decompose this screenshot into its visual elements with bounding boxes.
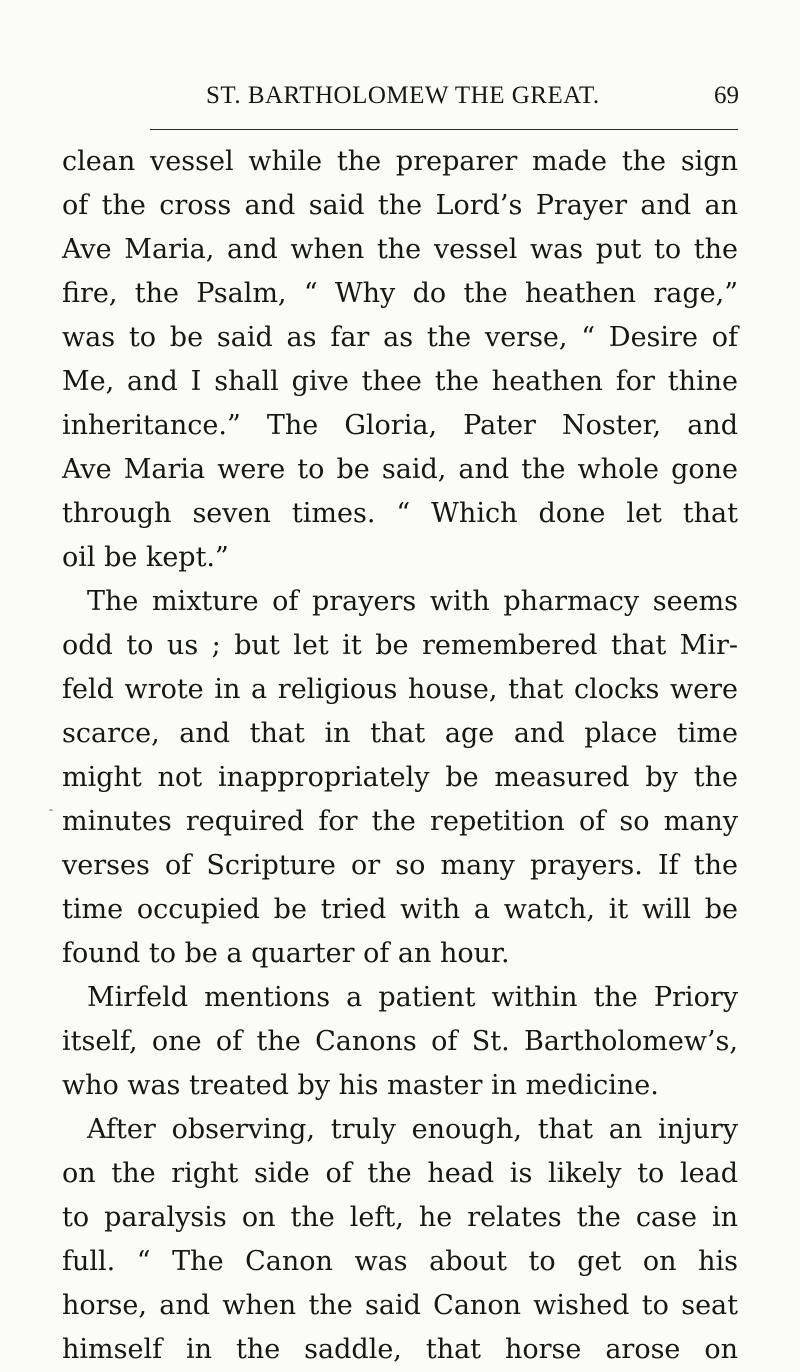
text-line-15: might not inappropriately be measured by the <box>62 762 738 793</box>
text-line-27: horse, and when the said Canon wished to seat <box>62 1290 738 1321</box>
text-line-17: verses of Scripture or so many prayers. If the <box>62 850 738 881</box>
text-line-28: himself in the saddle, that horse arose on <box>62 1334 738 1365</box>
text-line-4: fire, the Psalm, “ Why do the heathen rage,” <box>62 278 738 309</box>
text-line-14: scarce, and that in that age and place time <box>62 718 738 749</box>
text-line-5: was to be said as far as the verse, “ Desire of <box>62 322 738 353</box>
text-line-25: to paralysis on the left, he relates the case in <box>62 1202 738 1233</box>
text-line-16: minutes required for the repetition of so many <box>62 806 738 837</box>
text-line-24: on the right side of the head is likely to lead <box>62 1158 738 1189</box>
text-line-12: odd to us ; but let it be remembered that Mir- <box>62 630 738 661</box>
text-line-21: itself, one of the Canons of St. Bartholomew’s, <box>62 1026 738 1057</box>
text-line-3: Ave Maria, and when the vessel was put to the <box>62 234 738 265</box>
margin-mark: - <box>49 802 53 816</box>
text-line-19: found to be a quarter of an hour. <box>62 938 510 969</box>
text-line-9: through seven times. “ Which done let that <box>62 498 738 529</box>
page-number: 69 <box>714 82 739 109</box>
text-line-8: Ave Maria were to be said, and the whole gone <box>62 454 738 485</box>
text-line-6: Me, and I shall give thee the heathen for thine <box>62 366 738 397</box>
running-head <box>0 82 800 122</box>
text-line-13: feld wrote in a religious house, that clocks were <box>62 674 738 705</box>
text-line-23: After observing, truly enough, that an injury <box>87 1114 738 1145</box>
text-line-7: inheritance.” The Gloria, Pater Noster, and <box>62 410 738 441</box>
text-line-26: full. “ The Canon was about to get on his <box>62 1246 738 1277</box>
text-line-1: clean vessel while the preparer made the sign <box>62 146 738 177</box>
text-line-10: oil be kept.” <box>62 542 229 573</box>
body-text <box>62 140 738 1372</box>
header-rule <box>150 129 738 130</box>
text-line-18: time occupied be tried with a watch, it will be <box>62 894 738 925</box>
text-line-20: Mirfeld mentions a patient within the Priory <box>87 982 738 1013</box>
text-line-22: who was treated by his master in medicine. <box>62 1070 659 1101</box>
text-line-2: of the cross and said the Lord’s Prayer and an <box>62 190 738 221</box>
text-line-11: The mixture of prayers with pharmacy seems <box>87 586 738 617</box>
running-title: ST. BARTHOLOMEW THE GREAT. <box>206 82 600 109</box>
